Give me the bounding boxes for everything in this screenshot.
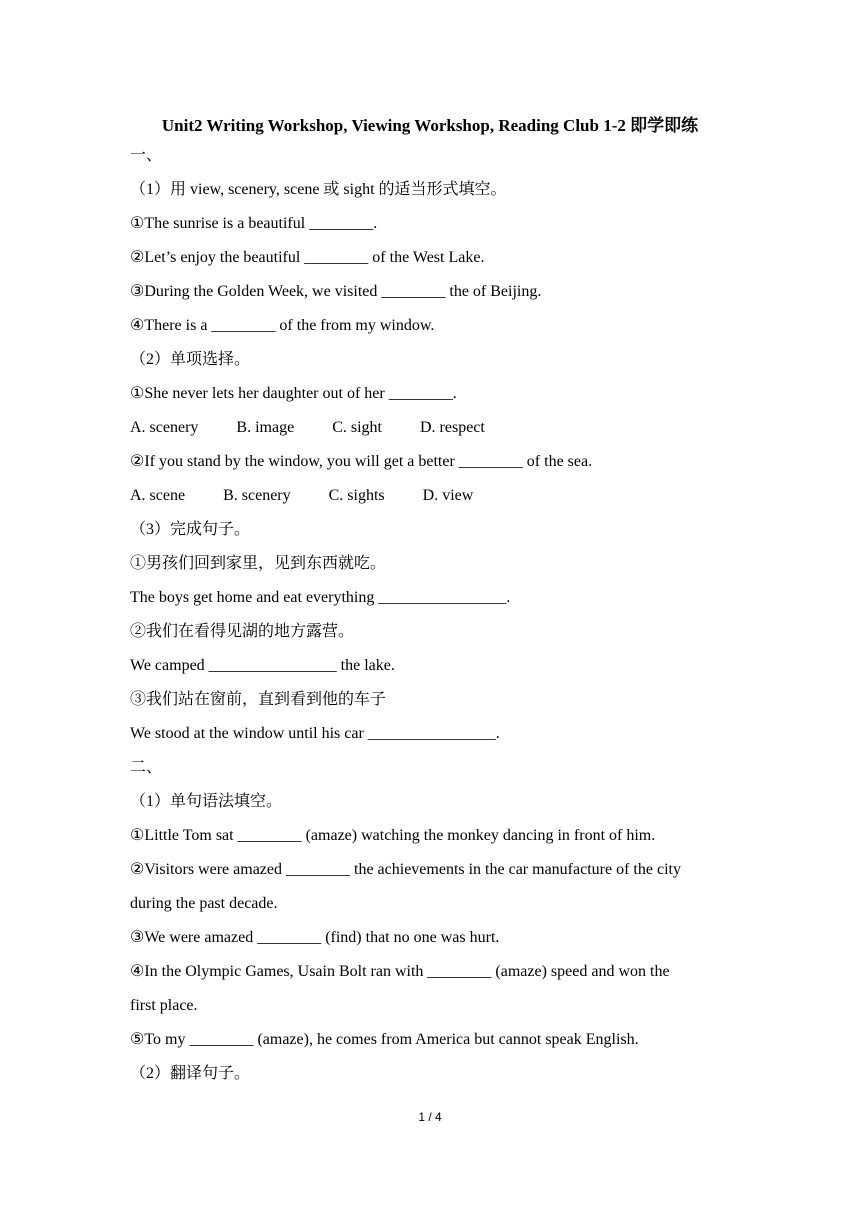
mc-options-2 [130, 485, 740, 519]
option-d: D. respect [419, 419, 485, 436]
part-1-3-heading: （3）完成句子。 [130, 521, 251, 538]
grammar-item-3: ③We were amazed ________ (find) that no one was hurt. [130, 929, 500, 946]
fill-item-4: ④There is a ________ of the from my window. [130, 317, 435, 334]
grammar-item-1: ①Little Tom sat ________ (amaze) watching the monkey dancing in front of him. [130, 827, 656, 844]
option-a: A. scene [130, 487, 186, 504]
option-c: C. sight [332, 419, 382, 436]
part-1-2-heading: （2）单项选择。 [130, 351, 251, 368]
part-2-2-heading: （2）翻译句子。 [130, 1065, 251, 1082]
page-number: 1 / 4 [418, 1110, 442, 1124]
mc-question-2: ②If you stand by the window, you will get a better ________ of the sea. [130, 453, 593, 470]
option-a: A. scenery [130, 419, 199, 436]
option-b: B. image [236, 419, 295, 436]
fill-item-3: ③During the Golden Week, we visited ________ the of Beijing. [130, 283, 542, 300]
mc-options-1 [130, 417, 740, 451]
section-1-heading: 一、 [130, 147, 163, 164]
document-title: Unit2 Writing Workshop, Viewing Workshop, Reading Club 1-2 即学即练 [161, 116, 699, 135]
option-c: C. sights [328, 487, 385, 504]
grammar-item-2-cont: during the past decade. [130, 895, 278, 912]
part-2-1-heading: （1）单句语法填空。 [130, 793, 283, 810]
fill-item-1: ①The sunrise is a beautiful ________. [130, 215, 378, 232]
chinese-sentence-3: ③我们站在窗前，直到看到他的车子 [130, 691, 387, 708]
grammar-item-5: ⑤To my ________ (amaze), he comes from America but cannot speak English. [130, 1031, 639, 1048]
mc-question-1: ①She never lets her daughter out of her ________. [130, 385, 457, 402]
english-sentence-1: The boys get home and eat everything ________________. [130, 589, 511, 606]
grammar-item-4-cont: first place. [130, 997, 198, 1014]
english-sentence-2: We camped ________________ the lake. [130, 657, 395, 674]
grammar-item-2: ②Visitors were amazed ________ the achievements in the car manufacture of the city [130, 861, 681, 878]
grammar-item-4: ④In the Olympic Games, Usain Bolt ran with ________ (amaze) speed and won the [130, 963, 670, 980]
option-b: B. scenery [223, 487, 291, 504]
part-1-1-heading: （1）用 view, scenery, scene 或 sight 的适当形式填空。 [130, 181, 507, 198]
exercise-body [130, 145, 740, 1097]
english-sentence-3: We stood at the window until his car ________________. [130, 725, 500, 742]
chinese-sentence-1: ①男孩们回到家里，见到东西就吃。 [130, 555, 387, 572]
fill-item-2: ②Let’s enjoy the beautiful ________ of the West Lake. [130, 249, 485, 266]
chinese-sentence-2: ②我们在看得见湖的地方露营。 [130, 623, 355, 640]
option-d: D. view [422, 487, 474, 504]
section-2-heading: 二、 [130, 759, 163, 776]
